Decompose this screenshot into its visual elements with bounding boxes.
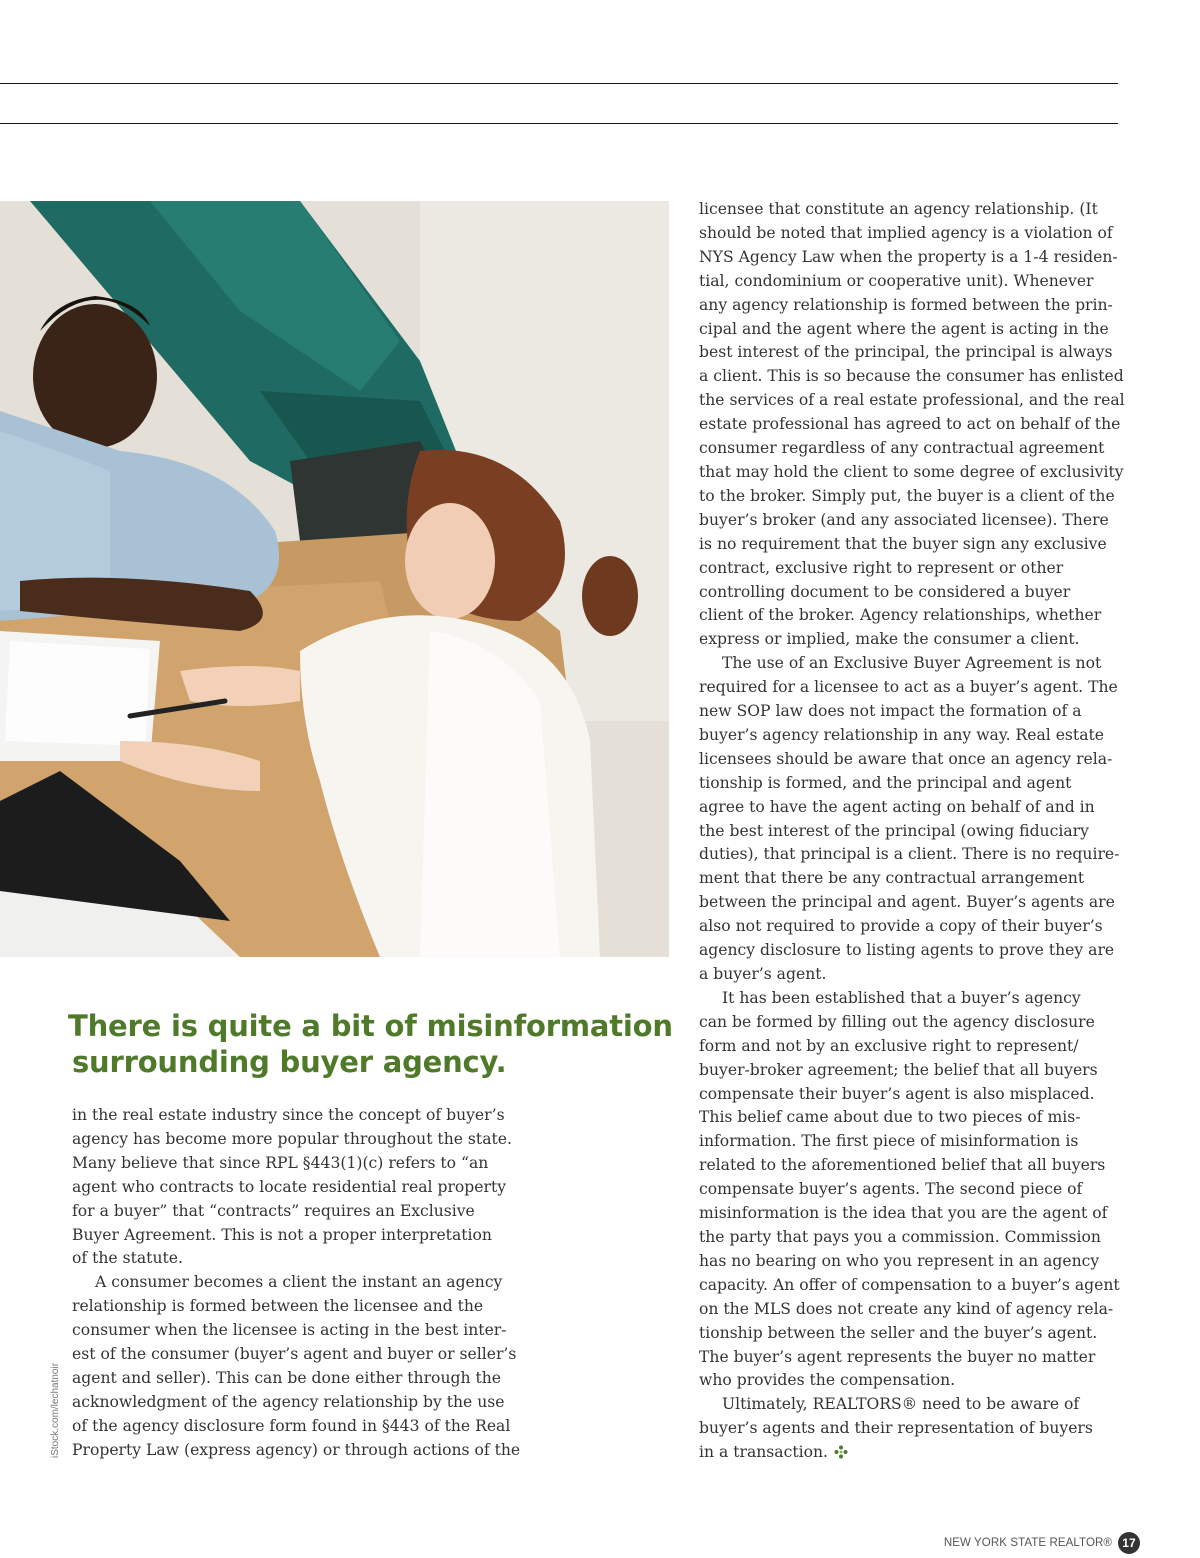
text-line: tionship is formed, and the principal and agent — [699, 773, 1072, 792]
text-line: required for a licensee to act as a buyer’s agent. The — [699, 678, 1118, 697]
text-line: agency disclosure to listing agents to prove they are — [699, 941, 1115, 960]
text-line: should be noted that implied agency is a violation of — [699, 223, 1113, 242]
realtor-end-mark-icon — [834, 1443, 848, 1467]
text-line: of the agency disclosure form found in §443 of the Real — [72, 1416, 511, 1435]
text-line: buyer-broker agreement; the belief that all buyers — [699, 1060, 1098, 1079]
text-line: est of the consumer (buyer’s agent and buyer or seller’s — [72, 1345, 517, 1364]
text-line: estate professional has agreed to act on behalf of the — [699, 415, 1121, 434]
text-line: relationship is formed between the licensee and the — [72, 1297, 484, 1316]
text-line: also not required to provide a copy of their buyer’s — [699, 917, 1103, 936]
text-line: Property Law (express agency) or through actions of the — [72, 1440, 521, 1459]
text-line: a buyer’s agent. — [699, 965, 827, 983]
pull-quote-headline — [68, 1008, 678, 1080]
text-line: contract, exclusive right to represent or other — [699, 558, 1064, 577]
text-line: to the broker. Simply put, the buyer is a client of the — [699, 486, 1115, 505]
text-line: can be formed by filling out the agency disclosure — [699, 1012, 1095, 1031]
text-line: This belief came about due to two pieces of mis- — [699, 1108, 1081, 1127]
text-line: client of the broker. Agency relationships, whether — [699, 606, 1102, 625]
left-article-column — [72, 1104, 521, 1463]
headline-line-1: There is quite a bit of misinformation — [68, 1009, 673, 1043]
text-line: for a buyer” that “contracts” requires an Exclusive — [72, 1201, 475, 1220]
text-line: compensate buyer’s agents. The second piece of — [699, 1180, 1083, 1199]
text-line: cipal and the agent where the agent is acting in the — [699, 319, 1109, 338]
text-line: capacity. An offer of compensation to a buyer’s agent — [699, 1275, 1120, 1294]
right-article-column — [699, 198, 1125, 1467]
text-line: consumer when the licensee is acting in the best inter- — [72, 1321, 507, 1340]
text-line: best interest of the principal, the principal is always — [699, 343, 1113, 362]
text-line: in the real estate industry since the concept of buyer’s — [72, 1106, 505, 1124]
text-line: information. The first piece of misinformation is — [699, 1132, 1079, 1151]
text-line: agent who contracts to locate residential real property — [72, 1177, 507, 1196]
text-line: of the statute. — [72, 1249, 183, 1268]
text-line: licensees should be aware that once an agency rela- — [699, 749, 1113, 768]
text-line: who provides the compensation. — [699, 1371, 956, 1390]
text-line: acknowledgment of the agency relationship by the use — [72, 1392, 505, 1411]
text-line: NYS Agency Law when the property is a 1-4 residen- — [699, 247, 1118, 266]
final-text-line — [699, 1441, 1119, 1467]
text-line: The use of an Exclusive Buyer Agreement is not — [722, 654, 1102, 673]
text-line: A consumer becomes a client the instant an agency — [95, 1273, 503, 1292]
headline-line-2: surrounding buyer agency. — [72, 1045, 507, 1079]
text-line: agent and seller). This can be done either through the — [72, 1368, 502, 1387]
text-line: ment that there be any contractual arrangement — [699, 869, 1085, 888]
second-rule — [0, 123, 1118, 124]
publication-name: NEW YORK STATE REALTOR® — [943, 1537, 1112, 1549]
text-line: Many believe that since RPL §443(1)(c) refers to “an — [72, 1153, 489, 1172]
text-line: licensee that constitute an agency relationship. (It — [699, 200, 1098, 218]
text-line: buyer’s broker (and any associated licensee). There — [699, 510, 1109, 529]
text-line: Buyer Agreement. This is not a proper interpretation — [72, 1225, 492, 1244]
text-line: agency has become more popular throughout the state. — [72, 1129, 512, 1148]
text-line: tionship between the seller and the buyer’s agent. — [699, 1323, 1098, 1342]
text-line: The buyer’s agent represents the buyer no matter — [699, 1347, 1096, 1366]
text-line: express or implied, make the consumer a client. — [699, 630, 1080, 649]
text-line: a client. This is so because the consumer has enlisted — [699, 367, 1124, 386]
text-line: controlling document to be considered a buyer — [699, 582, 1071, 601]
text-line: consumer regardless of any contractual agreement — [699, 439, 1105, 458]
text-line: that may hold the client to some degree of exclusivity — [699, 462, 1124, 481]
text-line: between the principal and agent. Buyer’s agents are — [699, 893, 1115, 912]
text-line: Ultimately, REALTORS® need to be aware of — [722, 1395, 1080, 1414]
text-line: It has been established that a buyer’s agency — [722, 988, 1081, 1007]
text-line: agree to have the agent acting on behalf of and in — [699, 797, 1095, 816]
text-line: the party that pays you a commission. Commission — [699, 1227, 1101, 1246]
text-line: misinformation is the idea that you are the agent of — [699, 1204, 1108, 1223]
photo-credit: iStock.com/lechatnoir — [50, 1362, 61, 1458]
text-line: is no requirement that the buyer sign any exclusive — [699, 534, 1107, 553]
page-number: 17 — [1118, 1532, 1140, 1554]
text-line: buyer’s agency relationship in any way. Real estate — [699, 725, 1104, 744]
text-line: in a transaction. — [699, 1443, 828, 1462]
text-line: new SOP law does not impact the formation of a — [699, 702, 1082, 721]
article-photo — [0, 201, 669, 957]
text-line: has no bearing on who you represent in an agency — [699, 1251, 1100, 1270]
text-line: compensate their buyer’s agent is also misplaced. — [699, 1084, 1095, 1103]
text-line: form and not by an exclusive right to represent/ — [699, 1036, 1079, 1055]
page-footer — [944, 1532, 1140, 1554]
top-rule — [0, 83, 1118, 84]
text-line: any agency relationship is formed between the prin- — [699, 295, 1113, 314]
text-line: related to the aforementioned belief that all buyers — [699, 1156, 1106, 1175]
text-line: buyer’s agents and their representation of buyers — [699, 1419, 1093, 1438]
text-line: the services of a real estate professional, and the real — [699, 391, 1125, 410]
text-line: on the MLS does not create any kind of agency rela- — [699, 1299, 1114, 1318]
text-line: the best interest of the principal (owing fiduciary — [699, 821, 1089, 840]
text-line: duties), that principal is a client. There is no require- — [699, 845, 1120, 864]
text-line: tial, condominium or cooperative unit). Whenever — [699, 271, 1094, 290]
